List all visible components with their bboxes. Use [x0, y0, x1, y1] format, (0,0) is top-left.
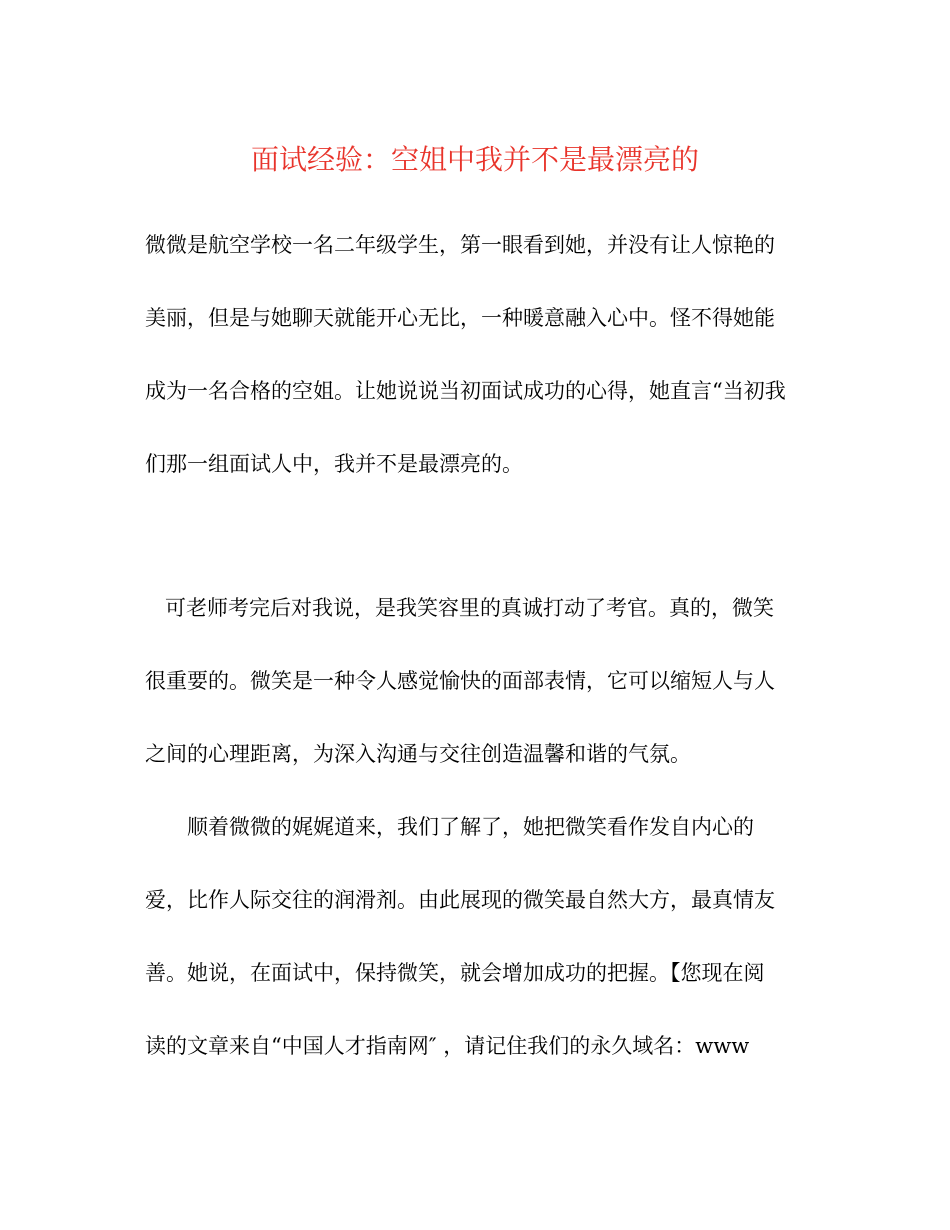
paragraph-line: 们那一组面试人中，我并不是最漂亮的。	[145, 452, 523, 476]
paragraph-line: 顺着微微的娓娓道来，我们了解了，她把微笑看作发自内心的	[187, 815, 754, 839]
paragraph-line: 很重要的。微笑是一种令人感觉愉快的面部表情，它可以缩短人与人	[145, 669, 775, 693]
paragraph-line: 美丽，但是与她聊天就能开心无比，一种暖意融入心中。怪不得她能	[145, 306, 775, 330]
paragraph-line: 成为一名合格的空姐。让她说说当初面试成功的心得，她直言“当初我	[145, 379, 786, 403]
paragraph-line: 爱，比作人际交往的润滑剂。由此展现的微笑最自然大方，最真情友	[145, 888, 775, 912]
paragraph-line: 读的文章来自“中国人才指南网″ ，请记住我们的永久域名：www	[145, 1034, 750, 1058]
paragraph-line: 微微是航空学校一名二年级学生，第一眼看到她，并没有让人惊艳的	[145, 233, 775, 257]
document-title: 面试经验：空姐中我并不是最漂亮的	[250, 143, 699, 176]
paragraph-line: 之间的心理距离，为深入沟通与交往创造温馨和谐的气氛。	[145, 742, 691, 766]
paragraph-line: 善。她说，在面试中，保持微笑，就会增加成功的把握。【您现在阅	[145, 961, 765, 985]
paragraph-line: 可老师考完后对我说，是我笑容里的真诚打动了考官。真的，微笑	[165, 596, 774, 620]
